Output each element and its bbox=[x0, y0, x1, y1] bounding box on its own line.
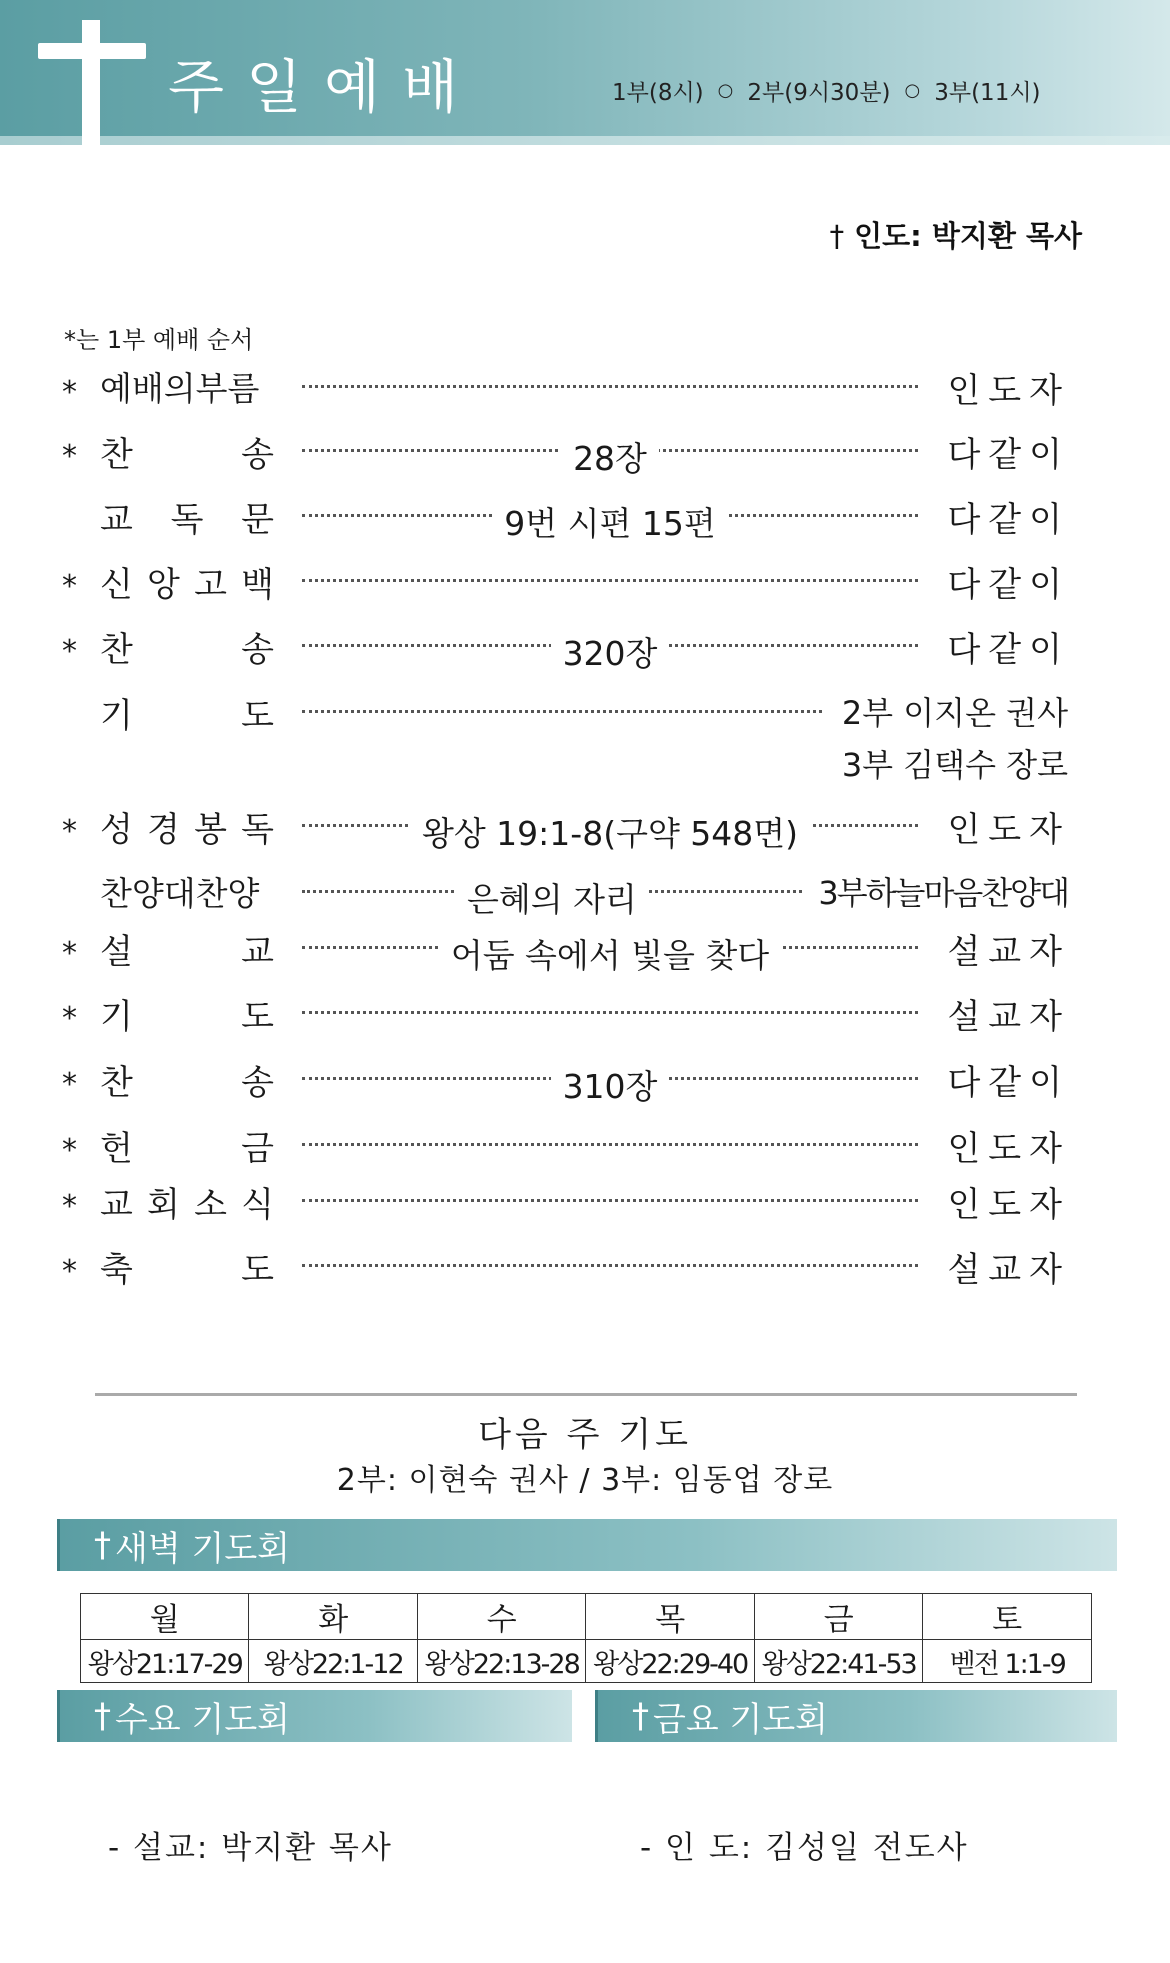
order-row bbox=[0, 557, 1170, 605]
service-time-2: 2부(9시30분) bbox=[747, 80, 891, 106]
dotted-leader bbox=[302, 710, 822, 713]
first-service-mark: * bbox=[62, 1189, 77, 1224]
first-service-mark: * bbox=[62, 375, 77, 410]
first-service-mark: * bbox=[62, 439, 77, 474]
order-row bbox=[0, 1242, 1170, 1290]
separator-icon: ○ bbox=[717, 80, 734, 101]
order-item-who: 다같이 bbox=[935, 557, 1070, 606]
order-item-who: 인도자 bbox=[935, 1121, 1070, 1170]
order-row bbox=[0, 622, 1170, 673]
first-service-mark: * bbox=[62, 814, 77, 849]
order-row bbox=[0, 868, 1170, 919]
order-item-name: 예배의부름 bbox=[100, 369, 260, 408]
dagger-icon: † bbox=[94, 1525, 111, 1565]
order-item-who: 3부하늘마음찬양대 bbox=[806, 868, 1068, 914]
order-row bbox=[0, 924, 1170, 975]
order-row bbox=[0, 802, 1170, 853]
day-cell: 토 bbox=[923, 1594, 1092, 1640]
order-item-who: 설교자 bbox=[935, 1242, 1070, 1291]
order-item-name: 축 도 bbox=[100, 1250, 274, 1290]
order-item-detail: 320장 bbox=[302, 628, 918, 675]
first-service-mark: * bbox=[62, 1001, 77, 1036]
dotted-leader bbox=[302, 1143, 918, 1146]
first-service-mark: * bbox=[62, 1067, 77, 1102]
order-row bbox=[0, 492, 1170, 543]
passage-cell: 왕상22:13-28 bbox=[417, 1640, 585, 1683]
header-underline bbox=[0, 136, 1170, 145]
order-item-who: 인도자 bbox=[935, 802, 1070, 851]
dagger-icon: † bbox=[94, 1696, 111, 1736]
cross-icon-bar bbox=[38, 43, 146, 59]
wednesday-preacher: - 설교: 박지환 목사 bbox=[108, 1830, 393, 1866]
wednesday-prayer-title: 수요 기도회 bbox=[115, 1699, 291, 1740]
order-item-who: 다같이 bbox=[935, 427, 1070, 476]
order-note: *는 1부 예배 순서 bbox=[64, 326, 254, 354]
friday-prayer-title: 금요 기도회 bbox=[653, 1699, 829, 1740]
passage-cell: 벧전 1:1-9 bbox=[923, 1640, 1092, 1683]
first-service-mark: * bbox=[62, 1254, 77, 1289]
passage-cell: 왕상22:1-12 bbox=[249, 1640, 417, 1683]
order-item-who: 다같이 bbox=[935, 622, 1070, 671]
order-row bbox=[0, 1055, 1170, 1106]
next-week-prayers: 2부: 이현숙 권사 / 3부: 임동업 장로 bbox=[336, 1463, 834, 1498]
day-cell: 금 bbox=[754, 1594, 922, 1640]
first-service-mark: * bbox=[62, 569, 77, 604]
order-item-name: 찬 송 bbox=[100, 435, 274, 475]
service-times bbox=[612, 74, 1041, 107]
wednesday-prayer-header bbox=[57, 1690, 572, 1742]
order-item-who: 다같이 bbox=[935, 1055, 1070, 1104]
order-item-name: 설 교 bbox=[100, 932, 274, 972]
order-item-name: 찬 송 bbox=[100, 630, 274, 670]
order-item-detail: 9번 시편 15편 bbox=[302, 498, 918, 545]
dotted-leader bbox=[302, 579, 918, 582]
order-row bbox=[0, 1177, 1170, 1225]
order-row bbox=[0, 989, 1170, 1037]
day-cell: 화 bbox=[249, 1594, 417, 1640]
order-item-name: 신 앙 고 백 bbox=[100, 565, 274, 605]
dotted-leader bbox=[302, 1011, 918, 1014]
page-title: 주일예배 bbox=[168, 53, 481, 121]
order-item-name: 기 도 bbox=[100, 997, 274, 1037]
friday-prayer-header bbox=[595, 1690, 1117, 1742]
order-item-name: 교 회 소 식 bbox=[100, 1185, 274, 1225]
dotted-leader bbox=[302, 385, 918, 388]
section-divider bbox=[95, 1393, 1077, 1396]
cross-icon bbox=[82, 20, 100, 148]
first-service-mark: * bbox=[62, 936, 77, 971]
dotted-leader bbox=[302, 1199, 918, 1202]
order-item-detail: 왕상 19:1-8(구약 548면) bbox=[302, 808, 918, 855]
service-time-3: 3부(11시) bbox=[934, 80, 1041, 106]
table-row bbox=[81, 1640, 1092, 1683]
order-item-who: 인도자 bbox=[935, 363, 1070, 412]
order-item-who: 다같이 bbox=[935, 492, 1070, 541]
order-item-who: 설교자 bbox=[935, 924, 1070, 973]
order-item-name: 헌 금 bbox=[100, 1129, 274, 1169]
order-row bbox=[0, 363, 1170, 411]
service-time-1: 1부(8시) bbox=[612, 80, 704, 106]
order-item-detail: 어둠 속에서 빛을 찾다 bbox=[302, 930, 918, 977]
order-item-detail: 310장 bbox=[302, 1061, 918, 1108]
order-item-who: 인도자 bbox=[935, 1177, 1070, 1226]
order-item-who: 설교자 bbox=[935, 989, 1070, 1038]
dagger-icon: † bbox=[632, 1696, 649, 1736]
order-item-who: 2부 이지온 권사 bbox=[830, 688, 1068, 734]
order-item-name: 성 경 봉 독 bbox=[100, 810, 274, 850]
order-item-name: 찬양대찬양 bbox=[100, 874, 260, 913]
friday-leader: - 인 도: 김성일 전도사 bbox=[640, 1830, 969, 1866]
order-item-detail: 은혜의 자리 bbox=[302, 874, 802, 921]
order-item-who-secondary: 3부 김택수 장로 bbox=[841, 746, 1068, 784]
dawn-schedule-table bbox=[80, 1593, 1092, 1683]
leader-label: 인도: 박지환 목사 bbox=[854, 219, 1082, 253]
order-row bbox=[0, 427, 1170, 478]
dawn-prayer-title: 새벽 기도회 bbox=[115, 1528, 291, 1569]
passage-cell: 왕상22:29-40 bbox=[586, 1640, 754, 1683]
passage-cell: 왕상21:17-29 bbox=[81, 1640, 249, 1683]
first-service-mark: * bbox=[62, 1133, 77, 1168]
order-item-detail: 28장 bbox=[302, 433, 918, 480]
next-week-title: 다음 주 기도 bbox=[478, 1415, 692, 1455]
dagger-icon: † bbox=[829, 219, 845, 253]
first-service-mark: * bbox=[62, 634, 77, 669]
day-cell: 수 bbox=[417, 1594, 585, 1640]
table-header-row bbox=[81, 1594, 1092, 1640]
service-leader bbox=[830, 214, 1082, 255]
order-item-name: 기 도 bbox=[100, 696, 274, 736]
day-cell: 월 bbox=[81, 1594, 249, 1640]
dotted-leader bbox=[302, 1264, 918, 1267]
order-row bbox=[0, 1121, 1170, 1169]
day-cell: 목 bbox=[586, 1594, 754, 1640]
passage-cell: 왕상22:41-53 bbox=[754, 1640, 922, 1683]
order-item-name: 교 독 문 bbox=[100, 500, 274, 540]
order-row bbox=[0, 688, 1170, 736]
order-item-name: 찬 송 bbox=[100, 1063, 274, 1103]
dawn-prayer-header bbox=[57, 1519, 1117, 1571]
separator-icon: ○ bbox=[904, 80, 921, 101]
